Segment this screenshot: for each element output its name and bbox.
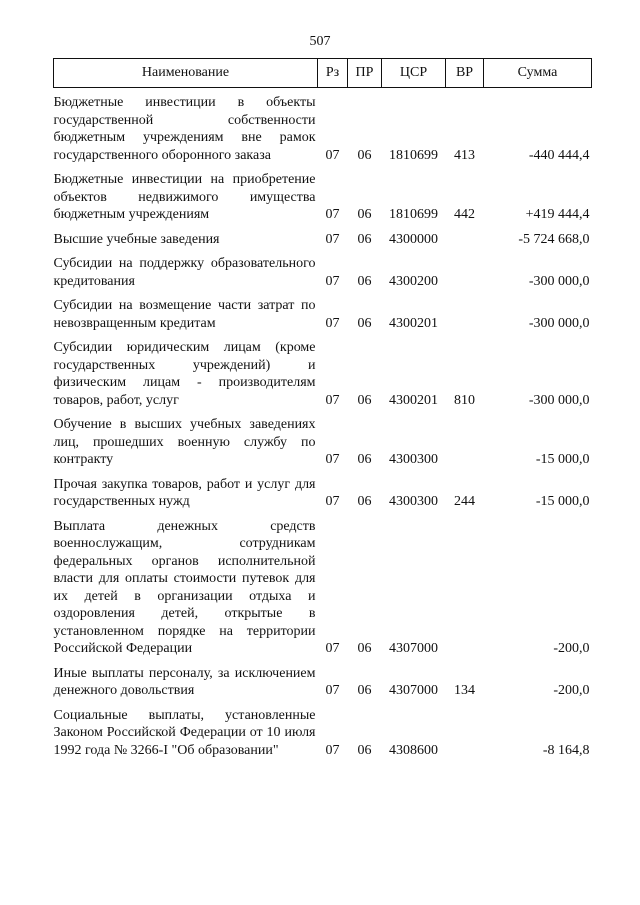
cell-rz: 07 xyxy=(325,392,340,408)
cell-csr: 1810699 xyxy=(389,147,438,163)
cell-csr: 1810699 xyxy=(389,207,438,222)
cell-sum: -300 000,0 xyxy=(528,273,590,289)
cell-csr: 4300300 xyxy=(389,494,438,509)
cell-vr: 810 xyxy=(454,392,475,408)
cell-name: Бюджетные инвестиции в объекты государственной собственности бюджетным учреждениям вне рамок государственного оборонного заказа xyxy=(53,95,316,163)
cell-rz: 07 xyxy=(325,273,340,289)
cell-pr: 06 xyxy=(357,494,372,509)
table-row xyxy=(54,700,592,760)
cell-name: Субсидии на поддержку образовательного кредитования xyxy=(53,256,316,289)
cell-name: Обучение в высших учебных заведениях лиц, прошедших военную службу по контракту xyxy=(53,417,316,467)
table-row xyxy=(54,164,592,224)
cell-csr: 4308600 xyxy=(389,742,438,758)
table-row xyxy=(54,332,592,409)
table-row xyxy=(54,290,592,332)
cell-sum: -8 164,8 xyxy=(542,742,590,758)
cell-rz: 07 xyxy=(325,231,340,247)
header-pr: ПР xyxy=(348,59,382,88)
cell-vr xyxy=(446,248,484,290)
cell-name: Бюджетные инвестиции на приобретение объектов недвижимого имущества бюджетным учреждениям xyxy=(53,172,316,222)
page-number: 507 xyxy=(309,34,331,49)
table-row xyxy=(54,88,592,165)
cell-vr xyxy=(446,511,484,658)
table-row xyxy=(54,409,592,469)
cell-name: Социальные выплаты, установленные Законом Российской Федерации от 10 июля 1992 года № 3266-I "Об образовании" xyxy=(53,707,316,758)
cell-pr: 06 xyxy=(357,452,372,467)
header-rz: Рз xyxy=(318,59,348,88)
table-row xyxy=(54,469,592,511)
cell-pr: 06 xyxy=(357,742,372,758)
cell-csr: 4300200 xyxy=(389,273,438,289)
cell-rz: 07 xyxy=(325,147,340,163)
cell-pr: 06 xyxy=(357,315,372,331)
header-sum: Сумма xyxy=(484,59,592,88)
cell-sum: -300 000,0 xyxy=(528,392,590,408)
cell-vr xyxy=(446,224,484,249)
header-row xyxy=(54,59,592,88)
cell-pr: 06 xyxy=(357,683,372,698)
cell-rz: 07 xyxy=(325,315,340,331)
cell-sum: -440 444,4 xyxy=(528,147,590,163)
cell-rz: 07 xyxy=(325,494,340,509)
cell-vr: 442 xyxy=(454,207,475,222)
cell-pr: 06 xyxy=(357,207,372,222)
cell-vr: 134 xyxy=(454,683,475,698)
cell-name: Выплата денежных средств военнослужащим, сотрудникам федеральных органов исполнительной власти для оплаты стоимости путевок для их детей в организации отдыха и оздоровления детей, открытые в установленном порядке на территории Российской Федерации xyxy=(53,518,316,656)
cell-name: Субсидии юридическим лицам (кроме государственных учреждений) и физическим лицам - производителям товаров, работ, услуг xyxy=(53,340,316,408)
cell-csr: 4300300 xyxy=(389,452,438,467)
table-body xyxy=(54,88,592,760)
cell-name: Высшие учебные заведения xyxy=(53,231,220,247)
cell-pr: 06 xyxy=(357,147,372,163)
table-row xyxy=(54,224,592,249)
cell-pr: 06 xyxy=(357,392,372,408)
cell-sum: -300 000,0 xyxy=(528,315,590,331)
table-header xyxy=(54,59,592,88)
cell-rz: 07 xyxy=(325,452,340,467)
cell-sum: -200,0 xyxy=(553,683,590,698)
cell-rz: 07 xyxy=(325,207,340,222)
cell-csr: 4307000 xyxy=(389,641,438,656)
table-row xyxy=(54,248,592,290)
cell-name: Прочая закупка товаров, работ и услуг для государственных нужд xyxy=(53,476,316,509)
budget-table xyxy=(53,58,592,759)
cell-vr: 413 xyxy=(454,147,475,163)
cell-vr xyxy=(446,290,484,332)
cell-name: Субсидии на возмещение части затрат по невозвращенным кредитам xyxy=(53,298,316,331)
cell-sum: +419 444,4 xyxy=(525,207,590,222)
cell-vr xyxy=(446,409,484,469)
cell-csr: 4307000 xyxy=(389,683,438,698)
cell-rz: 07 xyxy=(325,641,340,656)
cell-pr: 06 xyxy=(357,273,372,289)
cell-sum: -200,0 xyxy=(553,641,590,656)
cell-name: Иные выплаты персоналу, за исключением денежного довольствия xyxy=(53,665,316,698)
table-row xyxy=(54,511,592,658)
cell-csr: 4300201 xyxy=(389,315,438,331)
cell-sum: -15 000,0 xyxy=(535,494,590,509)
cell-sum: -15 000,0 xyxy=(535,452,590,467)
cell-sum: -5 724 668,0 xyxy=(518,231,590,247)
header-name: Наименование xyxy=(54,59,318,88)
cell-pr: 06 xyxy=(357,641,372,656)
cell-csr: 4300201 xyxy=(389,392,438,408)
cell-vr: 244 xyxy=(454,494,475,509)
cell-vr xyxy=(446,700,484,760)
table-row xyxy=(54,658,592,700)
cell-pr: 06 xyxy=(357,231,372,247)
header-csr: ЦСР xyxy=(382,59,446,88)
cell-rz: 07 xyxy=(325,683,340,698)
cell-csr: 4300000 xyxy=(389,231,438,247)
cell-rz: 07 xyxy=(325,742,340,758)
header-vr: ВР xyxy=(446,59,484,88)
